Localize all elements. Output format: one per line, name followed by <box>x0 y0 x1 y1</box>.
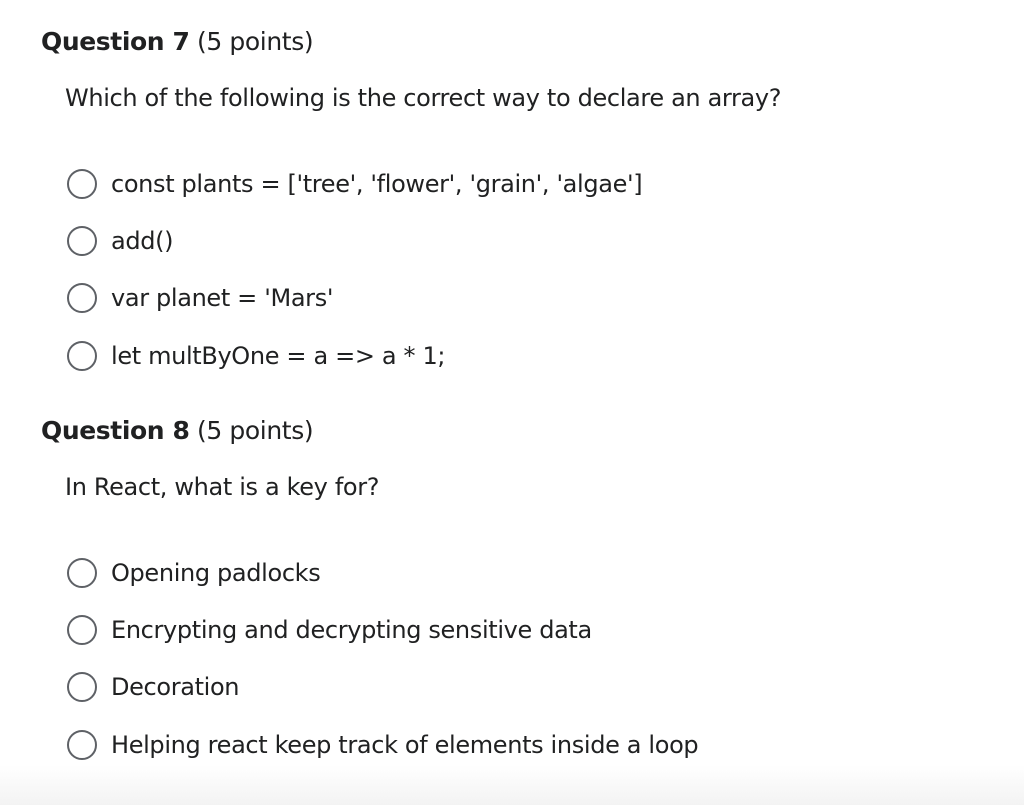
question-points: (5 points) <box>197 416 314 445</box>
question-points: (5 points) <box>197 27 314 56</box>
answer-option[interactable] <box>67 270 642 327</box>
answer-option-label[interactable]: Encrypting and decrypting sensitive data <box>111 615 592 644</box>
answer-option-label[interactable]: Helping react keep track of elements inside a loop <box>111 730 699 759</box>
answer-option-label[interactable]: Decoration <box>111 673 240 702</box>
answer-option-label[interactable]: add() <box>111 226 174 255</box>
answer-option[interactable] <box>67 155 642 212</box>
answer-option-label[interactable]: var planet = 'Mars' <box>111 284 334 313</box>
radio-button[interactable] <box>67 558 97 588</box>
radio-button[interactable] <box>67 283 97 313</box>
radio-button[interactable] <box>67 730 97 760</box>
answer-option[interactable] <box>67 212 642 269</box>
answer-option[interactable] <box>67 716 698 773</box>
question-prompt: In React, what is a key for? <box>65 473 380 501</box>
answer-option[interactable] <box>67 327 642 384</box>
question-title: Question 8 <box>41 416 190 445</box>
radio-button[interactable] <box>67 169 97 199</box>
answer-options <box>67 155 642 384</box>
question-prompt: Which of the following is the correct way to declare an array? <box>65 84 782 112</box>
answer-option-label[interactable]: Opening padlocks <box>111 558 321 587</box>
answer-options <box>67 544 698 773</box>
radio-button[interactable] <box>67 672 97 702</box>
radio-button[interactable] <box>67 226 97 256</box>
answer-option-label[interactable]: let multByOne = a => a * 1; <box>111 341 446 370</box>
radio-button[interactable] <box>67 341 97 371</box>
question-title: Question 7 <box>41 27 190 56</box>
radio-button[interactable] <box>67 615 97 645</box>
question-header <box>41 22 313 62</box>
answer-option[interactable] <box>67 601 698 658</box>
question-header <box>41 411 313 451</box>
answer-option[interactable] <box>67 659 698 716</box>
answer-option-label[interactable]: const plants = ['tree', 'flower', 'grain', 'algae'] <box>111 169 643 198</box>
answer-option[interactable] <box>67 544 698 601</box>
